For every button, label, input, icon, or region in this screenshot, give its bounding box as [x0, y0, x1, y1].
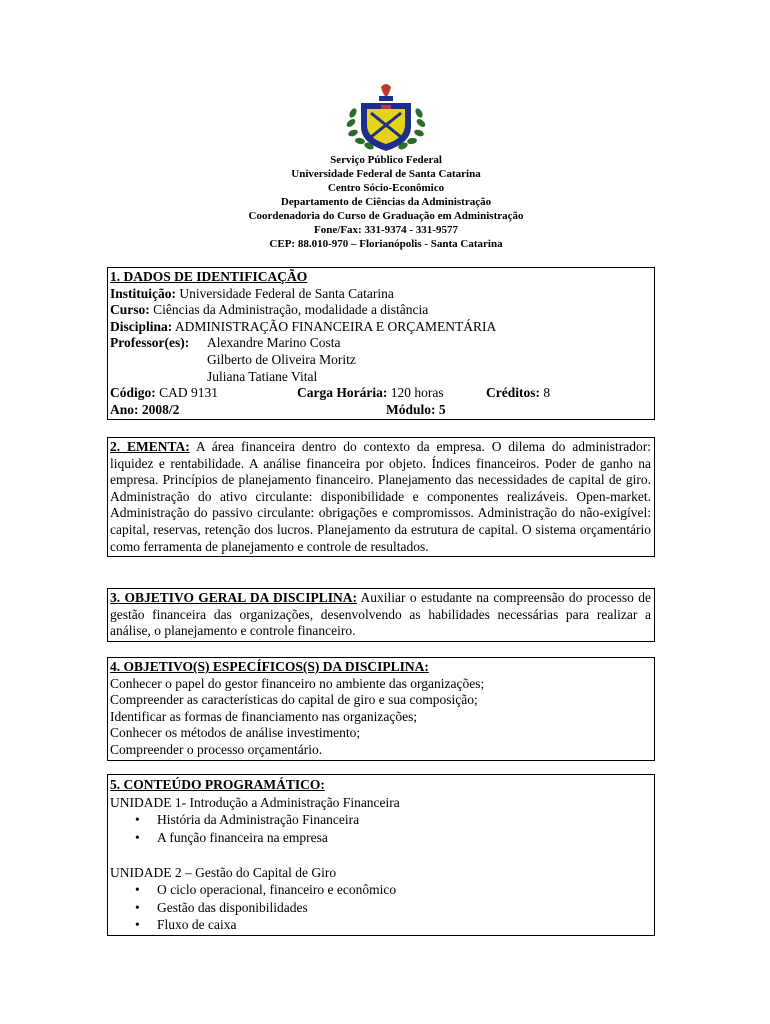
general-objective-text: Auxiliar o estudante na compreensão do processo de gestão financeira das organizações, desenvolvendo as habilidades necessárias para realizar a análise, o planejamento e controle financeiro. [110, 590, 651, 639]
code-label: Código: [110, 385, 156, 401]
section-program-content [107, 774, 655, 936]
professor-name: Juliana Tatiane Vital [207, 368, 318, 384]
discipline-value: ADMINISTRAÇÃO FINANCEIRA E ORÇAMENTÁRIA [172, 318, 497, 334]
professors-label: Professor(es): [110, 335, 190, 351]
objective-item: Conhecer os métodos de análise investimento; [110, 725, 361, 741]
course-value: Ciências da Administração, modalidade a distância [149, 302, 429, 318]
header-line-department: Departamento de Ciências da Administração [280, 196, 492, 208]
objective-item: Conhecer o papel do gestor financeiro no ambiente das organizações; [110, 675, 485, 691]
syllabus-text: A área financeira dentro do contexto da empresa. O dilema do administrador: liquidez e rentabilidade. A análise financeira por objeto. Índices financeiros. Poder de ganho na empresa. Princípios de planejamento financeiro. Planejamento das necessidades de capital de giro. Administração do ativo circulante: disponibilidade e componentes realizáveis. Open-market. Administração do passivo circulante: obrigações e compromissos. Administração do não-exigível: capital, reservas, retenção dos lucros. Planejamento da estrutura de capital. O sistema orçamentário como ferramenta de planejamento e controle de resultados. [110, 439, 651, 554]
unit-1-list [110, 811, 651, 846]
section-general-objective [107, 588, 655, 642]
workload-label: Carga Horária: [297, 385, 388, 401]
list-item: • História da Administração Financeira [110, 811, 651, 829]
university-crest-logo [343, 83, 429, 155]
section-identification [107, 267, 655, 420]
objective-item: Compreender as características do capital de giro e sua composição; [110, 692, 478, 708]
letterhead [100, 153, 672, 251]
year-label: Ano: 2008/2 [110, 401, 180, 417]
header-line-center: Centro Sócio-Econômico [327, 182, 445, 194]
workload-value: 120 horas [387, 385, 444, 401]
credits-label: Créditos: [486, 385, 540, 401]
section-title: 4. OBJETIVO(S) ESPECÍFICOS(S) DA DISCIPLINA: [110, 659, 429, 674]
credits-value: 8 [540, 385, 551, 401]
header-line-address: CEP: 88.010-970 – Florianópolis - Santa Catarina [269, 238, 503, 250]
course-label: Curso: [110, 302, 150, 318]
list-item: • A função financeira na empresa [110, 829, 651, 847]
section-title: 1. DADOS DE IDENTIFICAÇÃO [110, 269, 308, 284]
module-label: Módulo: 5 [386, 401, 446, 417]
professor-name: Gilberto de Oliveira Moritz [207, 351, 356, 367]
header-line-university: Universidade Federal de Santa Catarina [291, 168, 481, 180]
list-item: • O ciclo operacional, financeiro e econômico [110, 881, 651, 899]
header-line-service: Serviço Público Federal [330, 154, 442, 166]
header-line-coordination: Coordenadoria do Curso de Graduação em Administração [248, 210, 524, 222]
section-title: 3. OBJETIVO GERAL DA DISCIPLINA: [110, 590, 357, 605]
section-title: 2. EMENTA: [110, 439, 190, 454]
section-syllabus [107, 437, 655, 557]
institution-label: Instituição: [110, 285, 177, 301]
list-item: • Fluxo de caixa [110, 916, 651, 934]
unit-2-list [110, 881, 651, 934]
institution-value: Universidade Federal de Santa Catarina [176, 285, 394, 301]
section-specific-objectives [107, 657, 655, 761]
header-line-phone: Fone/Fax: 331-9374 - 331-9577 [314, 224, 458, 236]
code-value: CAD 9131 [155, 385, 219, 401]
unit-1-title: UNIDADE 1- Introdução a Administração Financeira [110, 794, 400, 810]
list-item: • Gestão das disponibilidades [110, 899, 651, 917]
professor-name: Alexandre Marino Costa [207, 335, 341, 351]
discipline-label: Disciplina: [110, 318, 173, 334]
unit-2-title: UNIDADE 2 – Gestão do Capital de Giro [110, 864, 337, 880]
objective-item: Identificar as formas de financiamento nas organizações; [110, 708, 418, 724]
section-title: 5. CONTEÚDO PROGRAMÁTICO: [110, 777, 325, 792]
objective-item: Compreender o processo orçamentário. [110, 741, 323, 757]
